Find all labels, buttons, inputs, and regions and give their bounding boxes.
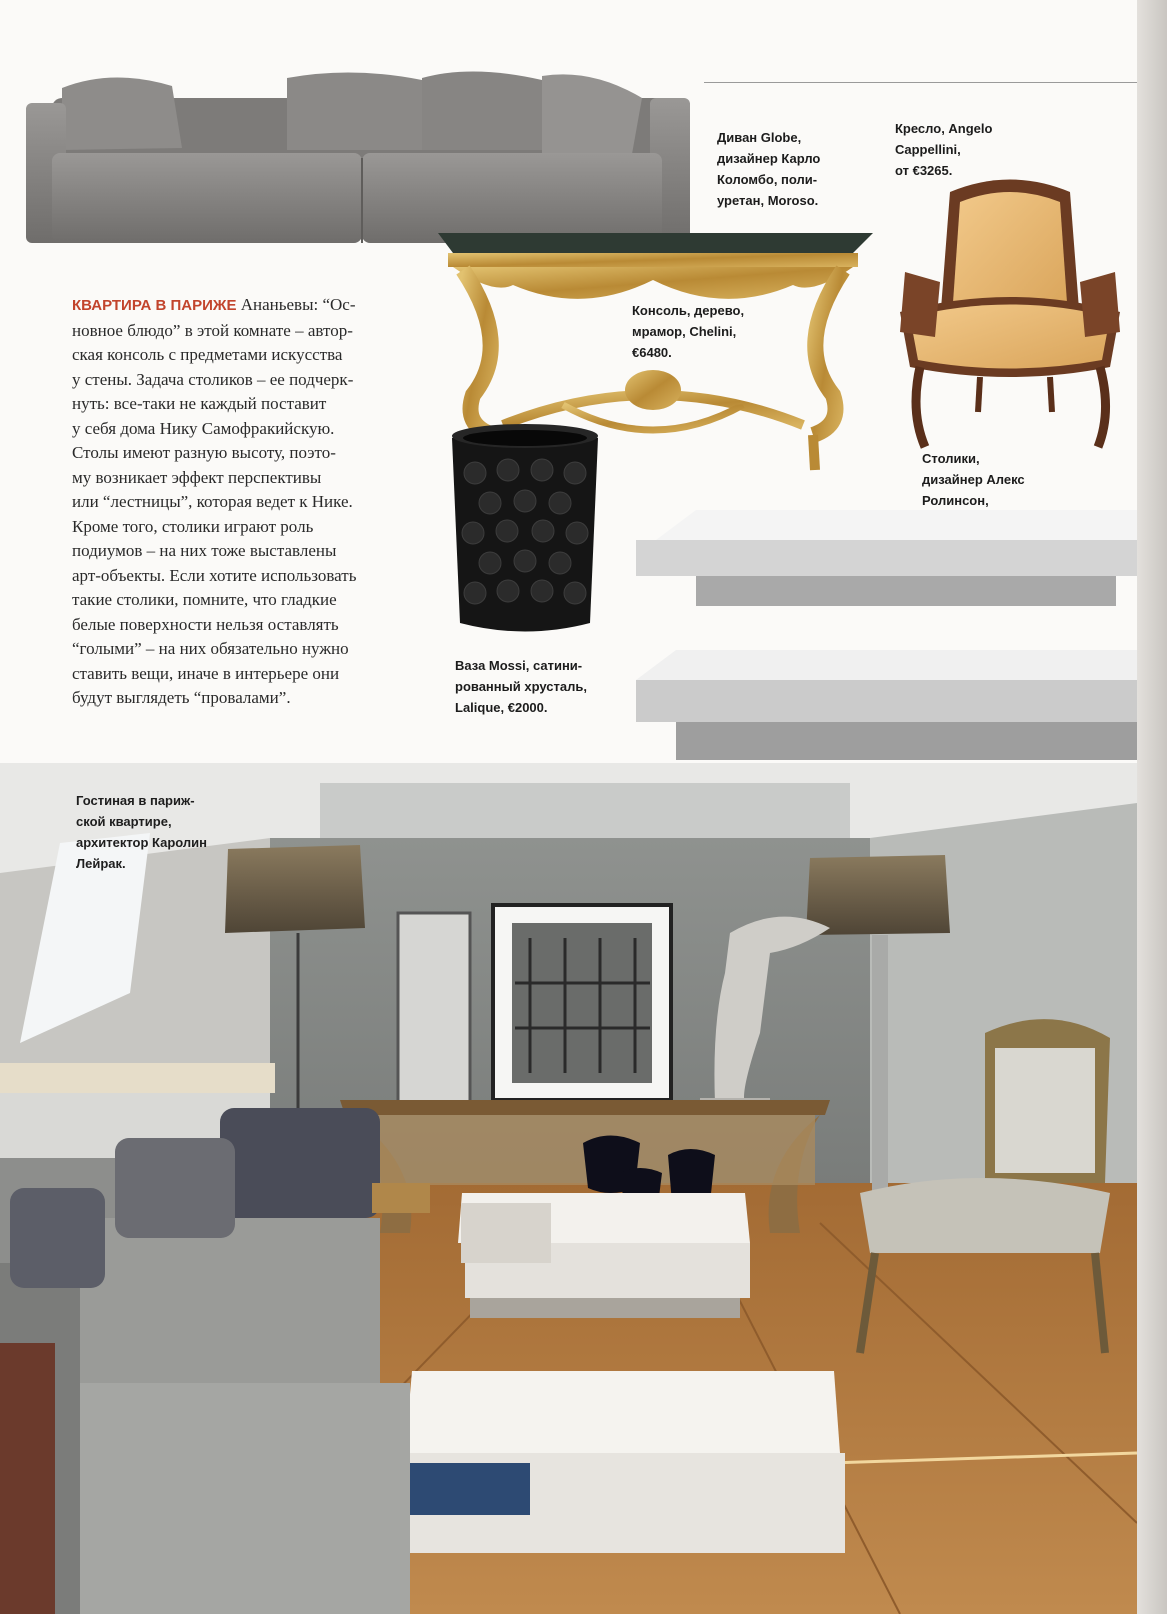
article-body: [72, 293, 422, 711]
tables-caption: Столики, дизайнер Алекс Ролинсон,: [922, 451, 1025, 508]
vase-illustration: [440, 418, 610, 643]
armchair-illustration: [880, 172, 1142, 457]
header-rule: [704, 82, 1141, 83]
armchair-caption: Кресло, Angelo Cappellini, от €3265.: [895, 121, 993, 178]
article-text: Ананьевы: “Ос- новное блюдо” в этой комнате – автор- ская консоль с предметами искусства у стены. Задача столиков – ее подчерк- нуть: все-таки не каждый поставит у себя дома Нику Самофракийскую. Столы имеют разную высоту, поэто- му возникает эффект перспективы или “лестницы”, которая ведет к Нике. Кроме того, столики играют роль подиумов – на них тоже выставлены арт-объекты. Если хотите использовать такие столики, помните, что гладкие белые поверхности нельзя оставлять “голыми” – на них обязательно нужно ставить вещи, иначе в интерьере они будут выглядеть “провалами”.: [72, 295, 357, 707]
page-edge: [1137, 0, 1167, 1614]
living-room-photo: [0, 763, 1137, 1614]
tables-illustration: [636, 510, 1137, 770]
sofa-caption: Диван Globe, дизайнер Карло Коломбо, поли- уретан, Moroso.: [717, 130, 821, 208]
room-caption: Гостиная в париж- ской квартире, архитектор Каролин Лейрак.: [76, 793, 207, 871]
console-caption: Консоль, дерево, мрамор, Chelini, €6480.: [632, 303, 745, 360]
sofa-illustration: [22, 58, 694, 253]
vase-caption: Ваза Mossi, сатини- рованный хрусталь, Lalique, €2000.: [455, 658, 587, 715]
article-heading: КВАРТИРА В ПАРИЖЕ: [72, 297, 237, 314]
